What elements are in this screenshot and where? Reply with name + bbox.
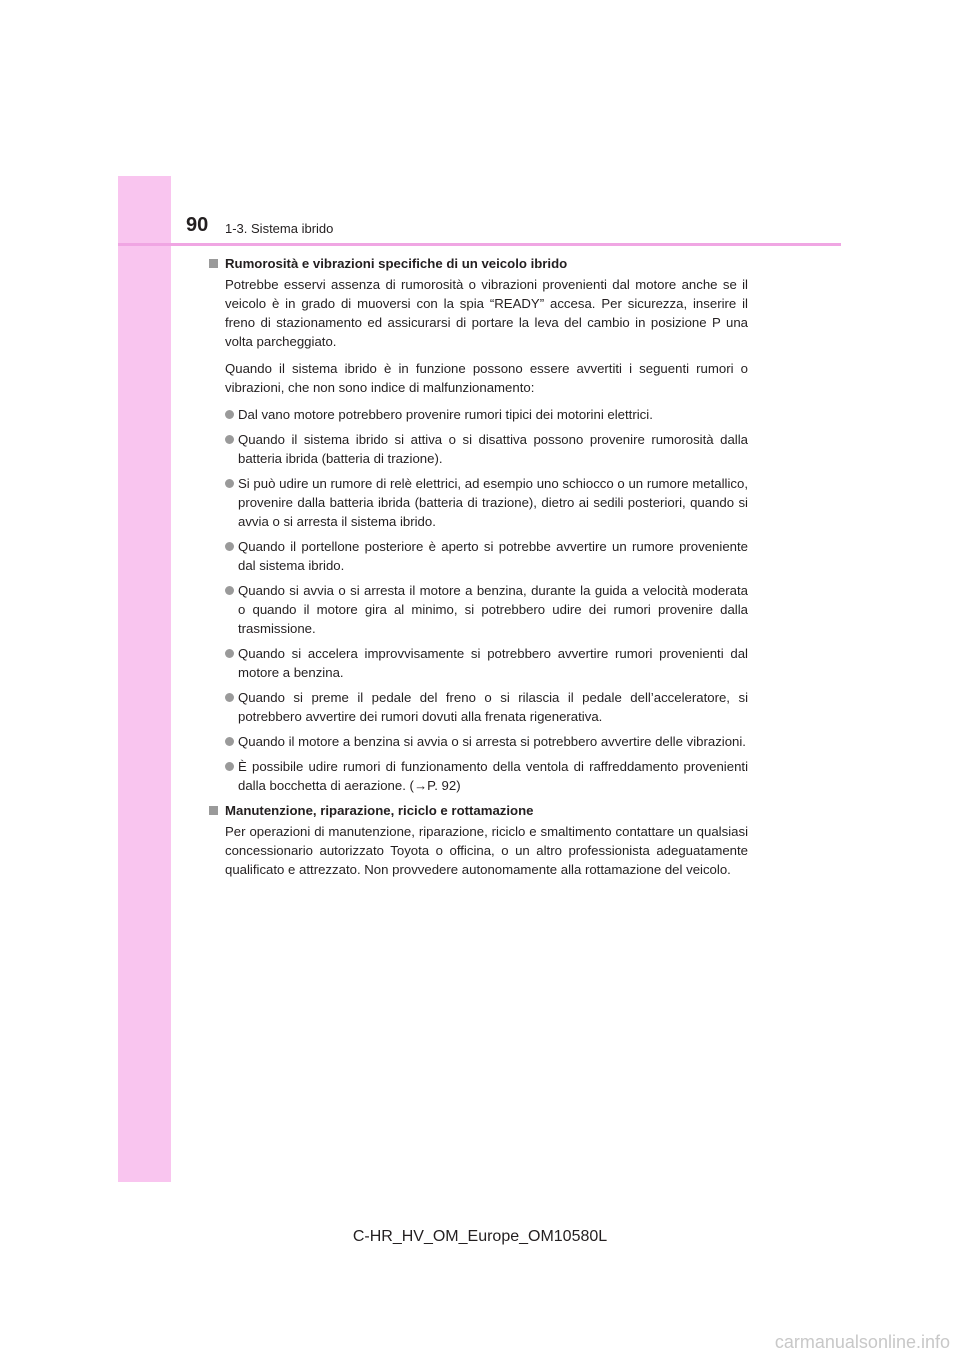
- square-bullet-icon: [209, 259, 218, 268]
- circle-bullet-icon: [225, 586, 234, 595]
- list-item: [208, 405, 748, 424]
- section-heading: [208, 254, 748, 273]
- paragraph: Per operazioni di manutenzione, riparazione, riciclo e smaltimento contattare un qualsiasi concessionario autorizzato Toyota o officina, o un altro professionista adeguatamente qualificato e attrezzato. Non provvedere autonomamente alla rottamazione del veicolo.: [225, 824, 748, 877]
- watermark: carmanualsonline.info: [774, 1332, 950, 1352]
- circle-bullet-icon: [225, 737, 234, 746]
- section-heading-text: Rumorosità e vibrazioni specifiche di un veicolo ibrido: [225, 256, 568, 271]
- side-color-bar: [118, 176, 171, 1182]
- page-number: 90: [186, 214, 209, 236]
- list-item-text: Si può udire un rumore di relè elettrici, ad esempio uno schiocco o un rumore metallico, provenire dalla batteria ibrida (batteria di trazione), dietro ai sedili posteriori, quando si avvia o si arresta il sistema ibrido.: [238, 476, 748, 529]
- list-item-text: È possibile udire rumori di funzionamento della ventola di raffreddamento provenienti dalla bocchetta di aerazione. (→P. 92): [238, 759, 748, 793]
- section-title: 1-3. Sistema ibrido: [225, 221, 334, 236]
- list-item: [208, 537, 748, 575]
- list-item-text: Quando il portellone posteriore è aperto si potrebbe avvertire un rumore proveniente dal sistema ibrido.: [238, 539, 748, 573]
- circle-bullet-icon: [225, 542, 234, 551]
- section-heading: [208, 801, 748, 820]
- circle-bullet-icon: [225, 435, 234, 444]
- list-item: [208, 732, 748, 751]
- list-item: [208, 581, 748, 638]
- circle-bullet-icon: [225, 762, 234, 771]
- list-item: [208, 430, 748, 468]
- list-item: [208, 644, 748, 682]
- circle-bullet-icon: [225, 479, 234, 488]
- header-rule: [118, 243, 841, 246]
- circle-bullet-icon: [225, 693, 234, 702]
- list-item: [208, 688, 748, 726]
- document-code: C-HR_HV_OM_Europe_OM10580L: [352, 1228, 608, 1245]
- paragraph: Potrebbe esservi assenza di rumorosità o vibrazioni provenienti dal motore anche se il veicolo è in grado di muoversi con la spia “READY” accesa. Per sicurezza, inserire il freno di stazionamento ed assicurarsi di portare la leva del cambio in posizione P una volta parcheggiato.: [225, 277, 748, 349]
- list-item-text: Quando si accelera improvvisamente si potrebbero avvertire rumori provenienti dal motore a benzina.: [238, 646, 748, 680]
- circle-bullet-icon: [225, 649, 234, 658]
- square-bullet-icon: [209, 806, 218, 815]
- section-heading-text: Manutenzione, riparazione, riciclo e rottamazione: [225, 803, 534, 818]
- circle-bullet-icon: [225, 410, 234, 419]
- list-item-text: Quando il sistema ibrido si attiva o si disattiva possono provenire rumorosità dalla batteria ibrida (batteria di trazione).: [238, 432, 748, 466]
- paragraph: Quando il sistema ibrido è in funzione possono essere avvertiti i seguenti rumori o vibrazioni, che non sono indice di malfunzionamento:: [225, 361, 748, 395]
- list-item-text: Dal vano motore potrebbero provenire rumori tipici dei motorini elettrici.: [238, 407, 653, 422]
- page-content: [208, 254, 748, 887]
- list-item: [208, 757, 748, 795]
- list-item-text: Quando il motore a benzina si avvia o si arresta si potrebbero avvertire delle vibrazioni.: [238, 734, 746, 749]
- list-item-text: Quando si avvia o si arresta il motore a benzina, durante la guida a velocità moderata o quando il motore gira al minimo, si potrebbero udire dei rumori provenire dalla trasmissione.: [238, 583, 748, 636]
- list-item-text: Quando si preme il pedale del freno o si rilascia il pedale dell’acceleratore, si potrebbero avvertire dei rumori dovuti alla frenata rigenerativa.: [238, 690, 748, 724]
- list-item: [208, 474, 748, 531]
